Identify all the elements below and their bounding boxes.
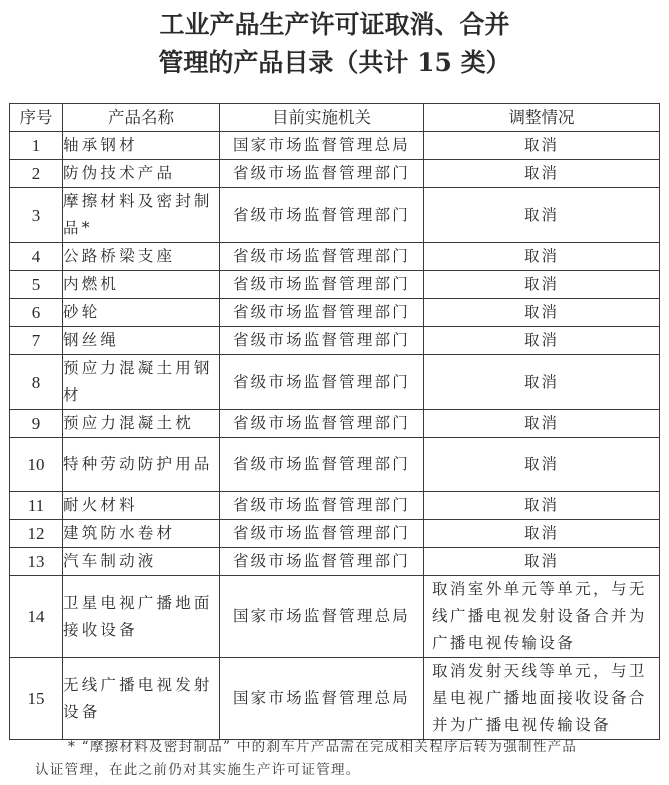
row-number: 3 (10, 188, 63, 243)
table-row (10, 327, 660, 355)
product-name: 轴承钢材 (63, 132, 220, 160)
row-number: 9 (10, 410, 63, 438)
adjustment-status: 取消室外单元等单元，与无线广播电视发射设备合并为广播电视传输设备 (424, 576, 660, 658)
adjustment-status: 取消 (424, 327, 660, 355)
adjustment-status: 取消 (424, 355, 660, 410)
row-number: 14 (10, 576, 63, 658)
product-name: 钢丝绳 (63, 327, 220, 355)
header-serial-number: 序号 (10, 104, 63, 132)
product-name: 防伪技术产品 (63, 160, 220, 188)
agency: 省级市场监督管理部门 (220, 410, 424, 438)
table-row (10, 132, 660, 160)
title-line-1: 工业产品生产许可证取消、合并 (159, 10, 510, 39)
agency: 国家市场监督管理总局 (220, 658, 424, 740)
header-current-agency: 目前实施机关 (220, 104, 424, 132)
agency: 省级市场监督管理部门 (220, 299, 424, 327)
row-number: 15 (10, 658, 63, 740)
agency: 国家市场监督管理总局 (220, 132, 424, 160)
table-row (10, 658, 660, 740)
adjustment-status: 取消 (424, 188, 660, 243)
adjustment-status: 取消发射天线等单元，与卫星电视广播地面接收设备合并为广播电视传输设备 (424, 658, 660, 740)
product-name: 砂轮 (63, 299, 220, 327)
table-row (10, 355, 660, 410)
product-name: 汽车制动液 (63, 548, 220, 576)
product-catalog-table (9, 103, 660, 740)
header-product-name: 产品名称 (63, 104, 220, 132)
agency: 省级市场监督管理部门 (220, 188, 424, 243)
adjustment-status: 取消 (424, 520, 660, 548)
table-row (10, 299, 660, 327)
adjustment-status: 取消 (424, 548, 660, 576)
product-name: 建筑防水卷材 (63, 520, 220, 548)
agency: 省级市场监督管理部门 (220, 548, 424, 576)
row-number: 7 (10, 327, 63, 355)
product-name: 无线广播电视发射设备 (63, 658, 220, 740)
adjustment-status: 取消 (424, 243, 660, 271)
row-number: 8 (10, 355, 63, 410)
table-row (10, 520, 660, 548)
agency: 国家市场监督管理总局 (220, 576, 424, 658)
agency: 省级市场监督管理部门 (220, 327, 424, 355)
adjustment-status: 取消 (424, 271, 660, 299)
row-number: 6 (10, 299, 63, 327)
header-adjustment: 调整情况 (424, 104, 660, 132)
agency: 省级市场监督管理部门 (220, 355, 424, 410)
row-number: 5 (10, 271, 63, 299)
table-row (10, 410, 660, 438)
table-row (10, 438, 660, 492)
agency: 省级市场监督管理部门 (220, 438, 424, 492)
footnote-line-1: * “摩擦材料及密封制品” 中的刹车片产品需在完成相关程序后转为强制性产品 (68, 739, 578, 755)
adjustment-status: 取消 (424, 132, 660, 160)
agency: 省级市场监督管理部门 (220, 492, 424, 520)
footnote-line-2: 认证管理，在此之前仍对其实施生产许可证管理。 (35, 762, 361, 778)
footnote (35, 736, 635, 782)
product-name: 预应力混凝土用钢材 (63, 355, 220, 410)
row-number: 1 (10, 132, 63, 160)
product-name: 特种劳动防护用品 (63, 438, 220, 492)
row-number: 2 (10, 160, 63, 188)
table-row (10, 576, 660, 658)
document-title (0, 6, 669, 82)
row-number: 4 (10, 243, 63, 271)
product-name: 卫星电视广播地面接收设备 (63, 576, 220, 658)
adjustment-status: 取消 (424, 492, 660, 520)
row-number: 12 (10, 520, 63, 548)
product-name: 耐火材料 (63, 492, 220, 520)
product-name: 预应力混凝土枕 (63, 410, 220, 438)
title-line-2: 管理的产品目录（共计 15 类） (158, 48, 511, 77)
product-name: 内燃机 (63, 271, 220, 299)
adjustment-status: 取消 (424, 160, 660, 188)
table-row (10, 492, 660, 520)
agency: 省级市场监督管理部门 (220, 243, 424, 271)
adjustment-status: 取消 (424, 410, 660, 438)
table-row (10, 271, 660, 299)
product-name: 公路桥梁支座 (63, 243, 220, 271)
table-header-row (10, 104, 660, 132)
row-number: 13 (10, 548, 63, 576)
table-row (10, 548, 660, 576)
agency: 省级市场监督管理部门 (220, 160, 424, 188)
table-row (10, 243, 660, 271)
product-name: 摩擦材料及密封制品* (63, 188, 220, 243)
row-number: 10 (10, 438, 63, 492)
agency: 省级市场监督管理部门 (220, 271, 424, 299)
adjustment-status: 取消 (424, 299, 660, 327)
adjustment-status: 取消 (424, 438, 660, 492)
table-row (10, 188, 660, 243)
table-row (10, 160, 660, 188)
row-number: 11 (10, 492, 63, 520)
agency: 省级市场监督管理部门 (220, 520, 424, 548)
